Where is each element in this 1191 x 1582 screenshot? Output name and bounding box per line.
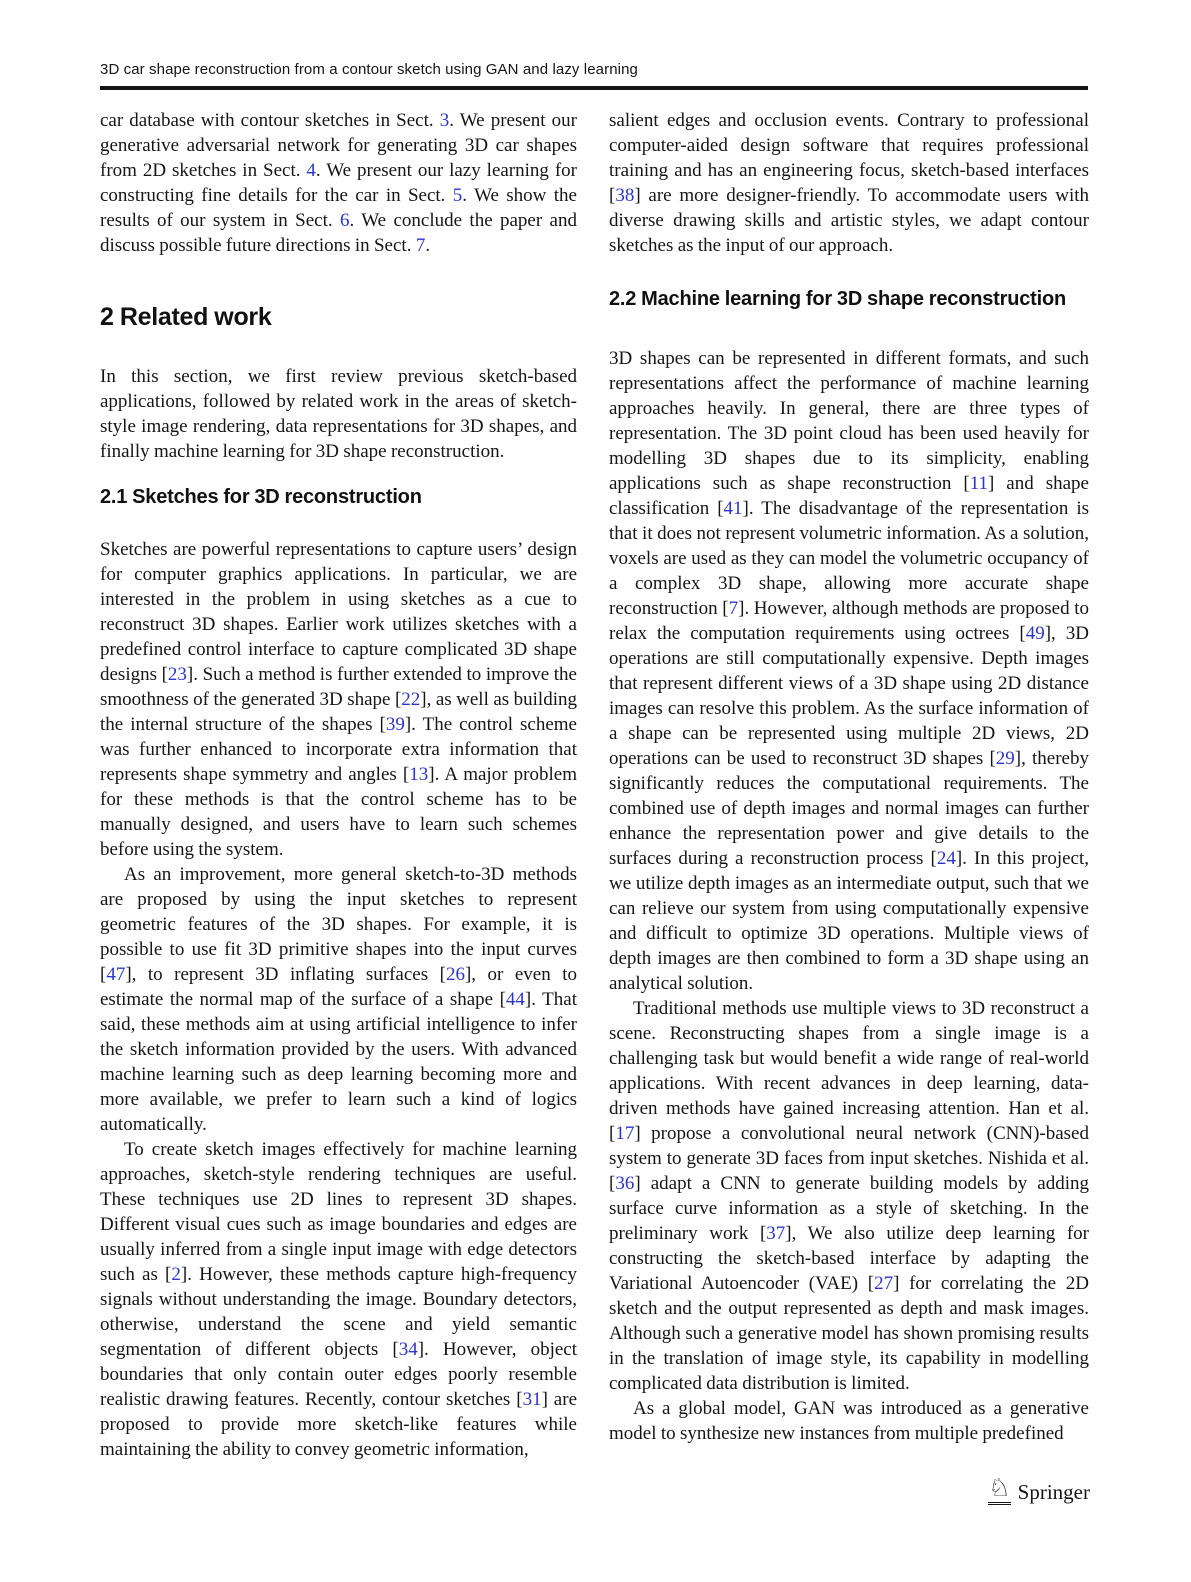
header-rule xyxy=(100,86,1088,90)
subsection-heading: 2.1 Sketches for 3D reconstruction xyxy=(100,486,422,508)
citation-link[interactable]: 13 xyxy=(409,764,429,785)
citation-link[interactable]: 36 xyxy=(615,1173,635,1194)
citation-link[interactable]: 4 xyxy=(306,160,316,181)
paragraph: Traditional methods use multiple views to 3D reconstruct a scene. Reconstructing shapes from a single image is a challenging task but would benefit a wide range of real-world applications. With recent advances in deep learning, data-driven methods have gained increasing attention. Han et al. [17] propose a convolutional neural network (CNN)-based system to generate 3D faces from input sketches. Nishida et al. [36] adapt a CNN to generate building models by adding surface curve information as a style of sketching. In the preliminary work [37], We also utilize deep learning for constructing the sketch-based interface by adapting the Variational Autoencoder (VAE) [27] for correlating the 2D sketch and the output represented as depth and mask images. Although such a generative model has shown promising results in the translation of image style, its capability in modelling complicated data distribution is limited. xyxy=(609,998,1089,1394)
publisher-name: Springer xyxy=(1017,1480,1090,1504)
paragraph: salient edges and occlusion events. Contrary to professional computer-aided design software that requires professional training and has an engineering focus, sketch-based interfaces [38] are more designer-friendly. To accommodate users with diverse drawing skills and artistic styles, we adapt contour sketches as the input of our approach. xyxy=(609,110,1089,256)
paragraph: As a global model, GAN was introduced as a generative model to synthesize new instances from multiple predefined xyxy=(609,1398,1089,1444)
paragraph: 3D shapes can be represented in different formats, and such representations affect the performance of machine learning approaches heavily. In general, there are three types of representation. The 3D point cloud has been used heavily for modelling 3D shapes due to its simplicity, enabling applications such as shape reconstruction [11] and shape classification [41]. The disadvantage of the representation is that it does not represent volumetric information. As a solution, voxels are used as they can model the volumetric occupancy of a complex 3D shape, allowing more accurate shape reconstruction [7]. However, although methods are proposed to relax the computation requirements using octrees [49], 3D operations are still computationally expensive. Depth images that represent different views of a 3D shape using 2D distance images can resolve this problem. As the surface information of a shape can be represented using multiple 2D views, 2D operations can be used to reconstruct 3D shapes [29], thereby significantly reduces the computational requirements. The combined use of depth images and normal images can further enhance the representation power and give details to the surfaces during a reconstruction process [24]. In this project, we utilize depth images as an intermediate output, such that we can relieve our system from using computationally expensive and difficult to optimize 3D operations. Multiple views of depth images are then combined to form a 3D shape using an analytical solution. xyxy=(609,348,1090,994)
paragraph: Sketches are powerful representations to capture users’ design for computer graphics applications. In particular, we are interested in the problem in using sketches as a cue to reconstruct 3D shapes. Earlier work utilizes sketches with a predefined control interface to capture complicated 3D shape designs [23]. Such a method is further extended to improve the smoothness of the generated 3D shape [22], as well as building the internal structure of the shapes [39]. The control scheme was further enhanced to incorporate extra information that represents shape symmetry and angles [13]. A major problem for these methods is that the control scheme has to be manually designed, and users have to learn such schemes before using the system. xyxy=(100,539,577,860)
paragraph: To create sketch images effectively for machine learning approaches, sketch-style rendering techniques are useful. These techniques use 2D lines to represent 3D shapes. Different visual cues such as image boundaries and edges are usually inferred from a single input image with edge detectors such as [2]. However, these methods capture high-frequency signals without understanding the image. Boundary detectors, otherwise, understand the scene and yield semantic segmentation of different objects [34]. However, object boundaries that only contain outer edges poorly resemble realistic drawing features. Recently, contour sketches [31] are proposed to provide more sketch-like features while maintaining the ability to convey geometric information, xyxy=(100,1139,578,1460)
citation-link[interactable]: 38 xyxy=(615,185,635,206)
citation-link[interactable]: 22 xyxy=(401,689,421,710)
citation-link[interactable]: 7 xyxy=(728,598,739,619)
paragraph: As an improvement, more general sketch-to-3D methods are proposed by using the input sketches to represent geometric features of the 3D shapes. For example, it is possible to use fit 3D primitive shapes into the input curves [47], to represent 3D inflating surfaces [26], or even to estimate the normal map of the surface of a shape [44]. That said, these methods aim at using artificial intelligence to infer the sketch information provided by the users. With advanced machine learning such as deep learning becoming more and more available, we prefer to learn such a kind of logics automatically. xyxy=(100,864,577,1135)
springer-horse-icon: ♘ xyxy=(988,1476,1010,1505)
citation-link[interactable]: 6 xyxy=(339,210,350,231)
running-title: 3D car shape reconstruction from a contour sketch using GAN and lazy learning xyxy=(100,61,638,78)
citation-link[interactable]: 5 xyxy=(452,185,463,206)
citation-link[interactable]: 11 xyxy=(969,473,988,494)
citation-link[interactable]: 29 xyxy=(995,748,1015,769)
citation-link[interactable]: 34 xyxy=(398,1339,418,1360)
citation-link[interactable]: 47 xyxy=(106,964,126,985)
subsection-heading: 2.2 Machine learning for 3D shape reconstruction xyxy=(609,288,1067,310)
citation-link[interactable]: 44 xyxy=(505,989,525,1010)
left-column xyxy=(100,108,577,1462)
citation-link[interactable]: 7 xyxy=(415,235,426,256)
citation-link[interactable]: 27 xyxy=(874,1273,894,1294)
citation-link[interactable]: 41 xyxy=(723,498,743,519)
citation-link[interactable]: 37 xyxy=(766,1223,786,1244)
citation-link[interactable]: 31 xyxy=(522,1389,542,1410)
section-heading: 2 Related work xyxy=(100,303,272,331)
citation-link[interactable]: 17 xyxy=(615,1123,635,1144)
paragraph: In this section, we first review previous sketch-based applications, followed by related work in the areas of sketch-style image rendering, data representations for 3D shapes, and finally machine learning for 3D shape reconstruction. xyxy=(100,366,577,462)
citation-link[interactable]: 23 xyxy=(167,664,187,685)
paragraph: car database with contour sketches in Sect. 3. We present our generative adversarial network for generating 3D car shapes from 2D sketches in Sect. 4. We present our lazy learning for constructing fine details for the car in Sect. 5. We show the results of our system in Sect. 6. We conclude the paper and discuss possible future directions in Sect. 7. xyxy=(100,110,577,256)
citation-link[interactable]: 24 xyxy=(936,848,956,869)
citation-link[interactable]: 3 xyxy=(439,110,450,131)
citation-link[interactable]: 26 xyxy=(445,964,465,985)
citation-link[interactable]: 2 xyxy=(171,1264,181,1285)
citation-link[interactable]: 39 xyxy=(385,714,405,735)
publisher-logo xyxy=(988,1476,1090,1505)
right-column xyxy=(609,108,1089,1446)
citation-link[interactable]: 49 xyxy=(1025,623,1045,644)
